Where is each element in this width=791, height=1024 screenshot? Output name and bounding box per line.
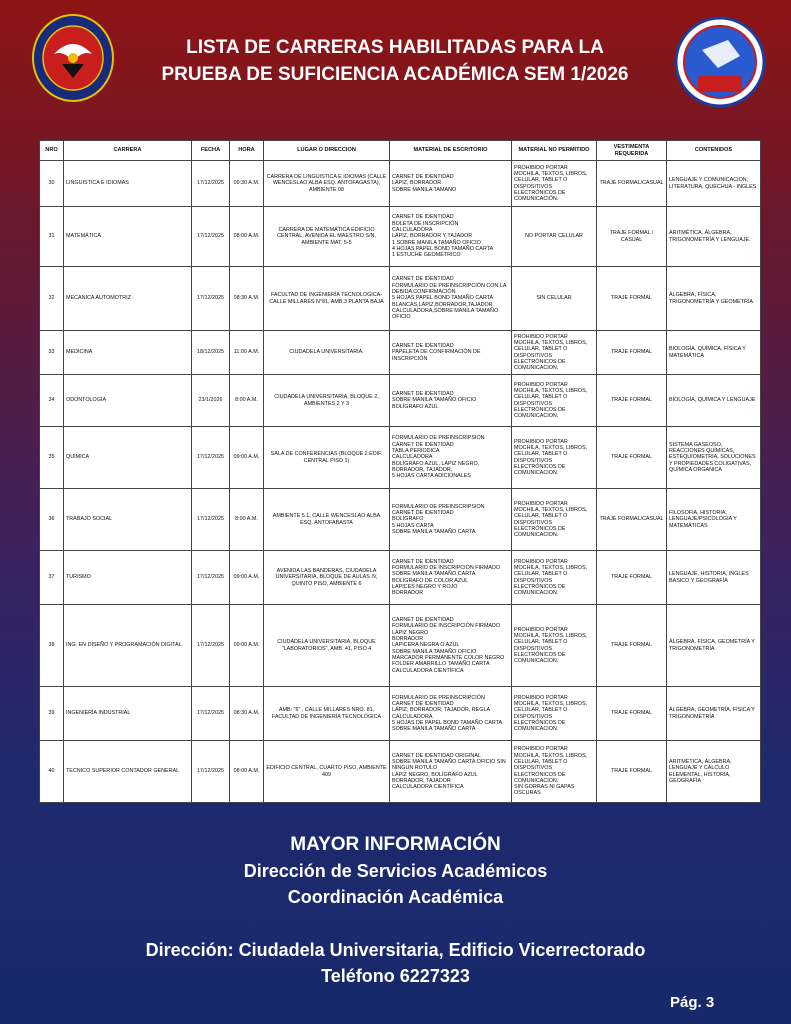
cell-material: FORMULARIO DE PREINSCRIPSION CARNET DE IDENTIDAD TABLA PERIODICA CALCULADORA BOLÍGRAFO AZUL, LÁPIZ NEGRO, BORRADOR, TAJADOR, 5 HOJAS CARTA ADICIONALES — [390, 427, 512, 489]
cell-no-permitido: PROHIBIDO PORTAR MOCHILA, TEXTOS, LIBROS, CELULAR, TABLET O DISPOSITIVOS ELECTRÓNICOS DE COMUNICACION. — [512, 687, 597, 741]
cell-nro: 37 — [40, 551, 64, 605]
cell-contenidos: BIOLOGÍA, QUÍMICA, FÍSICA Y MATEMÁTICA — [667, 331, 761, 375]
cell-hora: 09:00 A.M. — [230, 605, 264, 687]
cell-nro: 33 — [40, 331, 64, 375]
cell-contenidos: FILOSOFIA, HISTORIA, LENGUAJE/PSICOLOGIA Y MATEMÁTICAS — [667, 489, 761, 551]
footer-department: Dirección de Servicios Académicos — [243, 861, 548, 881]
cell-material: CARNET DE IDENTIDAD PAPELETA DE CONFIRMACIÓN DE INSCRIPCIÓN — [390, 331, 512, 375]
cell-lugar: SALA DE CONFERENCIAS (BLOQUE 2 EDIF. CENTRAL PISO 1) — [264, 427, 390, 489]
cell-fecha: 17/12/2025 — [192, 489, 230, 551]
cell-material: CARNET DE IDENTIDAD BOLETA DE INSCRIPCIÓN CALCULADORA LÁPIZ, BORRADOR Y TAJADOR 1 SOBRE MANILA TAMAÑO OFICIO 4 HOJAS PAPEL BOND TAMAÑO CARTA 1 ESTUCHE GEOMÉTRICO — [390, 207, 512, 267]
cell-contenidos: LENGUAJE, HISTORIA, INGLES BASICO Y GEOGRAFÍA — [667, 551, 761, 605]
cell-fecha: 17/12/2025 — [192, 207, 230, 267]
cell-nro: 32 — [40, 267, 64, 331]
table-row — [40, 427, 761, 489]
cell-no-permitido: PROHIBIDO PORTAR MOCHILA, TEXTOS, LIBROS, CELULAR, TABLET O DISPOSITIVOS ELECTRÓNICOS DE COMUNICACIÓN. — [512, 161, 597, 207]
cell-lugar: CIUDADELA UNIVERSITARIA, BLOQUE 2, AMBIENTES 2 Y 3 — [264, 375, 390, 427]
cell-hora: 11:00 A.M. — [230, 331, 264, 375]
cell-hora: 09:00 A.M. — [230, 551, 264, 605]
cell-nro: 30 — [40, 161, 64, 207]
table-row — [40, 489, 761, 551]
page-number: Pág. 3 — [670, 994, 715, 1011]
cell-carrera: INGENIERÍA INDUSTRIAL — [64, 687, 192, 741]
cell-hora: 8:00 A.M. — [230, 489, 264, 551]
column-header: LUGAR O DIRECCION — [264, 141, 390, 161]
table-row — [40, 687, 761, 741]
university-seal-logo — [32, 14, 114, 102]
table-row — [40, 551, 761, 605]
cell-nro: 36 — [40, 489, 64, 551]
cell-vestimenta: TRAJE FORMAL — [597, 331, 667, 375]
cell-lugar: CARRERA DE LINGUISTICA E IDIOMAS (CALLE WENCESLAO ALBA ESQ. ANTOFAGASTA), AMBIENTE 08 — [264, 161, 390, 207]
cell-fecha: 17/12/2025 — [192, 427, 230, 489]
cell-contenidos: ÁLGEBRA, FÍSICA, TRIGONOMETRÍA Y GEOMETRÍA. — [667, 267, 761, 331]
table-row — [40, 331, 761, 375]
cell-carrera: MECÁNICA AUTOMOTRIZ — [64, 267, 192, 331]
cell-no-permitido: PROHIBIDO PORTAR MOCHILA, TEXTOS, LIBROS, CELULAR, TABLET O DISPOSITIVOS ELECTRÓNICOS DE COMUNICACION. — [512, 605, 597, 687]
cell-no-permitido: PROHIBIDO PORTAR MOCHILA, TEXTOS, LIBROS, CELULAR, TABLET O DISPOSITIVOS ELECTRÓNICOS DE COMUNICACION. — [512, 375, 597, 427]
careers-table-container — [39, 140, 760, 802]
cell-nro: 39 — [40, 687, 64, 741]
cell-material: CARNET DE IDENTIDAD ORIGINAL SOBRE MANILA TAMAÑO CARTA OFICIO SIN NINGUN ROTULO LÁPIZ NEGRO, BOLÍGRAFO AZUL BORRADOR, TAJADOR CALCULADORA CIENTÍFICA — [390, 741, 512, 803]
column-header: MATERIAL DE ESCRITORIO — [390, 141, 512, 161]
cell-vestimenta: TRAJE FORMAL — [597, 741, 667, 803]
page-title — [110, 34, 680, 88]
cell-nro: 38 — [40, 605, 64, 687]
cell-lugar: CIUDADELA UNIVERSITARIA. — [264, 331, 390, 375]
cell-vestimenta: TRAJE FORMAL / CASUAL — [597, 207, 667, 267]
cell-lugar: CARRERA DE MATEMÁTICA EDIFICIO CENTRAL, AVENIDA EL MAESTRO S/N, AMBIENTE MAT. 5-5 — [264, 207, 390, 267]
cell-lugar: AMBIENTE 5.1, CALLE WENCESLAO ALBA ESQ. ANTOFABASTA — [264, 489, 390, 551]
cell-nro: 35 — [40, 427, 64, 489]
cell-vestimenta: TRAJE FORMAL — [597, 687, 667, 741]
cell-vestimenta: TRAJE FORMAL — [597, 551, 667, 605]
cell-vestimenta: TRAJE FORMAL/CASUAL — [597, 489, 667, 551]
cell-material: CARNET DE IDENTIDAD FORMULARIO DE INSCRIPCIÓN FIRMADO LÁPIZ NEGRO BORRADOR LAPICERA NEGRA O AZUL SOBRE MANILA TAMAÑO OFICIO MARCADOR PERMANENTE COLOR NEGRO FOLDER AMARRILLO TAMAÑO CARTA CALCULADORA CIENTÍFICA — [390, 605, 512, 687]
cell-material: FORMULARIO DE PREINSCRIPSION CARNET DE IDENTIDAD BOLÍGRAFO 5 HOJAS CARTA SOBRE MANILA TAMAÑO CARTA — [390, 489, 512, 551]
cell-hora: 09:30 A.M. — [230, 161, 264, 207]
cell-vestimenta: TRAJE FORMAL — [597, 375, 667, 427]
cell-hora: 08:30 A.M. — [230, 267, 264, 331]
column-header: NRO — [40, 141, 64, 161]
cell-carrera: ING. EN DISEÑO Y PROGRAMACIÓN DIGITAL — [64, 605, 192, 687]
cell-lugar: EDIFICIO CENTRAL, CUARTO PISO, AMBIENTE 409 — [264, 741, 390, 803]
dsa-logo — [668, 10, 772, 110]
cell-contenidos: ARITMÉTICA, ÁLGEBRA, LENGUAJE Y CÁLCULO ELEMENTAL, HISTORIA, GEOGRAFÍA — [667, 741, 761, 803]
cell-carrera: MEDICINA — [64, 331, 192, 375]
cell-contenidos: SISTEMA GASEOSO, REACCIONES QUÍMICAS, ESTEQUIOMETRIA, SOLUCIONES Y PROPIEDADES COLIGATIVAS, QUÍMICA ORGANICA — [667, 427, 761, 489]
cell-material: CARNET DE IDENTIDAD FORMULARIO DE PREINSCRIPCIÓN CON LA DEBIDA CONFIRMACIÓN 5 HOJAS PAPEL BOND TAMAÑO CARTA BLANCAS,LÁPIZ,BORRADOR,TAJADOR CALCULADORA,SOBRE MANILA TAMAÑO OFICIO — [390, 267, 512, 331]
footer-phone: Teléfono 6227323 — [321, 966, 470, 986]
page-header — [0, 0, 791, 140]
cell-carrera: LINGUISTICA E IDIOMAS — [64, 161, 192, 207]
cell-fecha: 17/12/2025 — [192, 605, 230, 687]
cell-fecha: 17/12/2025 — [192, 687, 230, 741]
cell-lugar: FACULTAD DE INGENIERÍA TECNOLOGICA-CALLE MILLARES N°81, AMB.3 PLANTA BAJA — [264, 267, 390, 331]
cell-material: CARNET DE IDENTIDAD SOBRE MANILA TAMAÑO OFICIO BOLÍGRAFO AZUL — [390, 375, 512, 427]
cell-lugar: AMB: "6" , CALLE MILLARES NRO. 81, FACULTAD DE INGENIERÍA TECNOLÓGICA — [264, 687, 390, 741]
cell-vestimenta: TRAJE FORMAL/CASUAL — [597, 161, 667, 207]
cell-contenidos: ARITMÉTICA, ÁLGEBRA, TRIGONOMETRÍA Y LENGUAJE. — [667, 207, 761, 267]
cell-carrera: ODONTOLOGÍA — [64, 375, 192, 427]
careers-table — [39, 140, 761, 803]
footer-address: Dirección: Ciudadela Universitaria, Edificio Vicerrectorado — [145, 940, 646, 960]
cell-no-permitido: PROHIBIDO PORTAR MOCHILA, TEXTOS, LIBROS, CELULAR, TABLET O DISPOSITIVOS ELECTRÓNICOS DE COMUNICACION. SIN GORRAS NI GAPAS OSCURAS — [512, 741, 597, 803]
cell-no-permitido: PROHIBIDO PORTAR MOCHILA, TEXTOS, LIBROS, CELULAR, TABLET O DISPOSITIVOS ELECTRÓNICOS DE COMUNICACION. — [512, 331, 597, 375]
cell-material: CARNET DE IDENTIDAD FORMULARIO DE INSCRIPCIÓN FIRMADO SOBRE MANILA TAMAÑO CARTA BOLÍGRAFO DE COLOR AZUL LAPICES NEGRO Y ROJO BORRADOR — [390, 551, 512, 605]
table-row — [40, 207, 761, 267]
cell-no-permitido: NO PORTAR CELULAR — [512, 207, 597, 267]
cell-contenidos: BIOLOGÍA, QUÍMICA Y LENGUAJE — [667, 375, 761, 427]
cell-hora: 08:00 A.M. — [230, 741, 264, 803]
table-body — [40, 161, 761, 803]
column-header: MATERIAL NO PERMITIDO — [512, 141, 597, 161]
cell-fecha: 23/1/2026 — [192, 375, 230, 427]
cell-no-permitido: SIN CELULAR — [512, 267, 597, 331]
cell-contenidos: ÁLGEBRA, GEOMETRÍA, FÍSICA Y TRIGONOMETRÍA — [667, 687, 761, 741]
cell-fecha: 17/12/2025 — [192, 551, 230, 605]
cell-fecha: 17/12/2025 — [192, 741, 230, 803]
cell-no-permitido: PROHIBIDO PORTAR MOCHILA, TEXTOS, LIBROS, CELULAR, TABLET O DISPOSITIVOS ELECTRÓNICOS DE COMUNICACION. — [512, 427, 597, 489]
cell-material: FORMULARIO DE PREINSCRIPCIÓN CARNET DE IDENTIDAD LÁPIZ, BORRADOR, TAJADOR, REGLA CALCULADORA 5 HOJAS DE PAPEL BOND TAMAÑO CARTA SOBRE MANILA TAMAÑO CARTA — [390, 687, 512, 741]
cell-hora: 08:30 A.M. — [230, 687, 264, 741]
title-line-2: PRUEBA DE SUFICIENCIA ACADÉMICA SEM 1/2026 — [161, 64, 629, 85]
footer-coordination: Coordinación Académica — [287, 887, 504, 907]
cell-carrera: TRABAJO SOCIAL — [64, 489, 192, 551]
cell-fecha: 17/12/2025 — [192, 161, 230, 207]
column-header: VESTIMENTA REQUERIDA — [597, 141, 667, 161]
cell-vestimenta: TRAJE FORMAL — [597, 605, 667, 687]
table-row — [40, 375, 761, 427]
cell-contenidos: LENGUAJE Y COMUNICACION, LITERATURA, QUECHUA - INGLES — [667, 161, 761, 207]
column-header: HORA — [230, 141, 264, 161]
column-header: CARRERA — [64, 141, 192, 161]
cell-material: CARNET DE IDENTIDAD LÁPIZ, BORRADOR SOBRE MANILA TAMANO — [390, 161, 512, 207]
more-info-heading: MAYOR INFORMACIÓN — [290, 834, 501, 855]
table-row — [40, 267, 761, 331]
cell-nro: 40 — [40, 741, 64, 803]
cell-vestimenta: TRAJE FORMAL — [597, 427, 667, 489]
cell-nro: 34 — [40, 375, 64, 427]
cell-carrera: TURISMO — [64, 551, 192, 605]
cell-carrera: TECNICO SUPERIOR CONTADOR GENERAL — [64, 741, 192, 803]
column-header: FECHA — [192, 141, 230, 161]
column-header: CONTENIDOS — [667, 141, 761, 161]
cell-hora: 8:00 A.M. — [230, 375, 264, 427]
cell-fecha: 18/12/2025 — [192, 331, 230, 375]
title-line-1: LISTA DE CARRERAS HABILITADAS PARA LA — [186, 37, 604, 58]
cell-no-permitido: PROHIBIDO PORTAR MOCHILA, TEXTOS, LIBROS, CELULAR, TABLET O DISPOSITIVOS ELECTRÓNICOS DE COMUNICACION. — [512, 489, 597, 551]
cell-contenidos: ÁLGEBRA, FÍSICA, GEOMETRÍA Y TRIGONOMETRÍA — [667, 605, 761, 687]
cell-vestimenta: TRAJE FORMAL — [597, 267, 667, 331]
table-row — [40, 741, 761, 803]
cell-lugar: CIUDADELA UNIVERSITARIA, BLOQUE "LABORATORIOS", AMB. 41, PISO 4 — [264, 605, 390, 687]
cell-no-permitido: PROHIBIDO PORTAR MOCHILA, TEXTOS, LIBROS, CELULAR, TABLET O DISPOSITIVOS ELECTRÓNICOS DE COMUNICACION. — [512, 551, 597, 605]
cell-carrera: MATEMÁTICA — [64, 207, 192, 267]
cell-carrera: QUÍMICA — [64, 427, 192, 489]
cell-fecha: 17/12/2025 — [192, 267, 230, 331]
cell-lugar: AVENIDA LAS BANDERAS, CIUDADELA UNIVERSITARIA, BLOQUE DE AULAS IV, QUINTO PISO, AMBIENTE 6 — [264, 551, 390, 605]
table-row — [40, 161, 761, 207]
cell-hora: 08:00 A.M. — [230, 207, 264, 267]
table-header-row — [40, 141, 761, 161]
cell-hora: 09:00 A.M. — [230, 427, 264, 489]
table-row — [40, 605, 761, 687]
cell-nro: 31 — [40, 207, 64, 267]
